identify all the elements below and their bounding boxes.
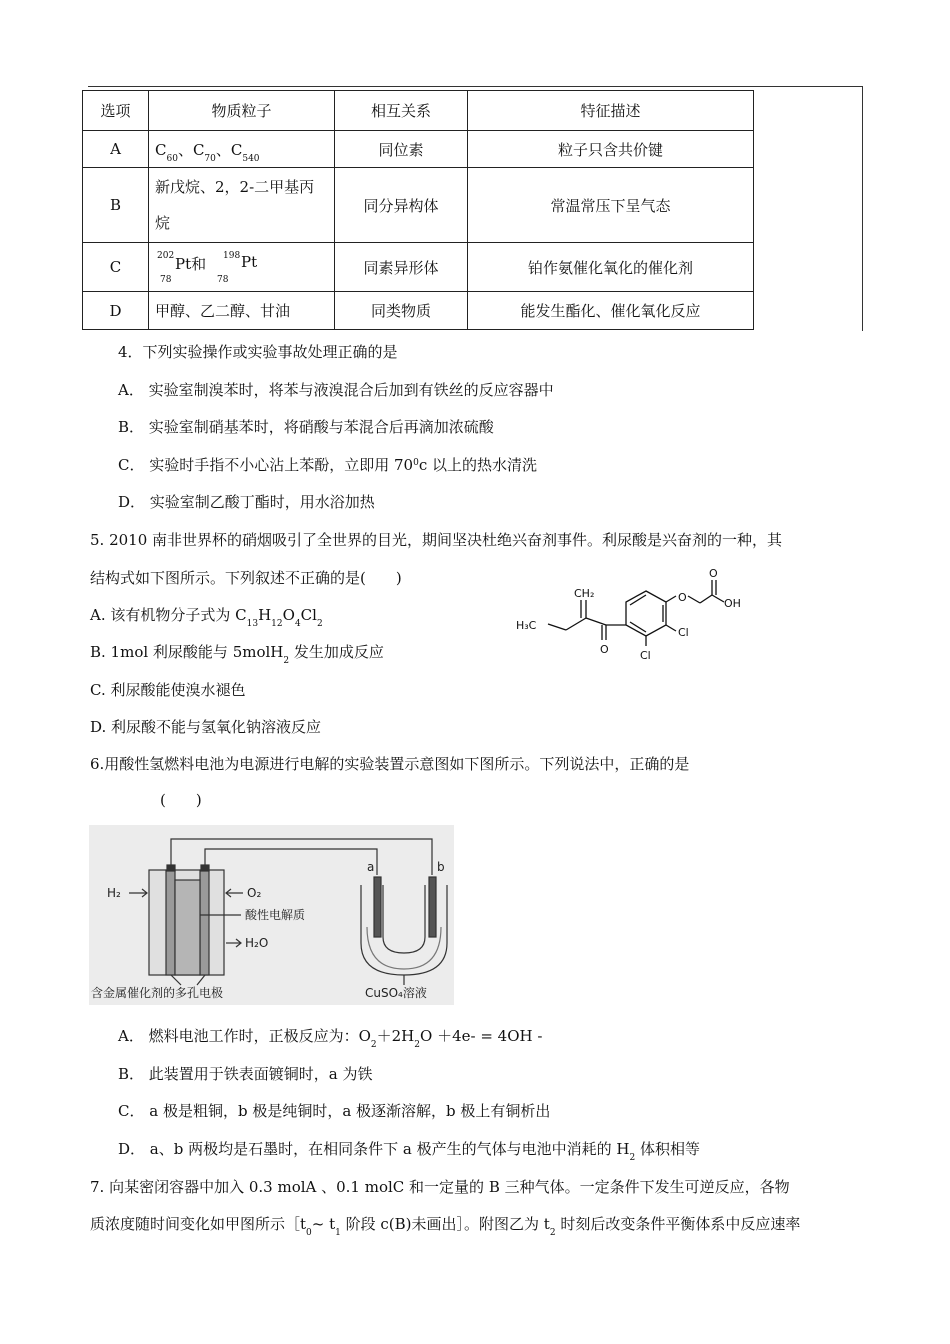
benzene-ring [626, 591, 666, 636]
formula-part: Cl [300, 606, 317, 624]
atomic-number: 78 [160, 275, 172, 285]
cl-label: Cl [640, 649, 651, 662]
porous-electrode [166, 870, 175, 975]
subscript: 2 [549, 1228, 556, 1238]
options-table [82, 90, 754, 330]
row-option: C [83, 243, 149, 292]
row-particles: 甲醇、乙二醇、甘油 [149, 292, 335, 330]
q4-option-c [118, 454, 537, 475]
subscript: 2 [629, 1153, 636, 1163]
row-particles [149, 168, 335, 243]
a-label: a [367, 860, 375, 874]
q6-d-text: 体积相等 [635, 1140, 700, 1158]
h2-label: H₂ [107, 886, 121, 900]
q4-option-a: A． 实验室制溴苯时，将苯与液溴混合后加到有铁丝的反应容器中 [118, 381, 554, 399]
row-relation: 同分异构体 [335, 168, 468, 243]
porous-electrode [200, 870, 209, 975]
table-row [83, 292, 754, 330]
row-particles [149, 243, 335, 292]
subscript: 60 [166, 153, 178, 164]
q4-option-d: D． 实验室制乙酸丁酯时，用水浴加热 [118, 493, 375, 511]
particle-line: 烷 [155, 214, 171, 232]
q7-text: ~ t [311, 1215, 336, 1233]
ether-o-label: O [678, 591, 687, 604]
q5-option-a [90, 604, 323, 629]
table-header-row [83, 91, 754, 131]
particle-text: C [155, 140, 167, 159]
superscript: 0 [413, 458, 419, 468]
mass-number: 198 [223, 251, 241, 261]
subscript: 13 [246, 619, 259, 629]
row-option: B [83, 168, 149, 243]
row-option: D [83, 292, 149, 330]
subscript: 4 [294, 619, 301, 629]
mass-number: 202 [157, 251, 175, 261]
header-relation: 相互关系 [335, 91, 468, 131]
q6-a-text: ＋2H [376, 1027, 415, 1045]
electrolyte-label: 酸性电解质 [245, 908, 306, 922]
q6-stem: 6.用酸性氢燃料电池为电源进行电解的实验装置示意图如下图所示。下列说法中，正确的是 [90, 755, 690, 773]
subscript: 2 [370, 1040, 377, 1050]
q6-option-b: B． 此装置用于铁表面镀铜时，a 为铁 [118, 1065, 373, 1083]
subscript: 70 [204, 153, 216, 164]
row-feature: 常温常压下呈气态 [468, 168, 754, 243]
h3c-label: H₃C [516, 619, 537, 632]
oh-label: OH [724, 597, 741, 610]
particle-text: 、C [215, 140, 243, 159]
cl-label: Cl [678, 626, 689, 639]
q5-a-text: A. 该有机物分子式为 C [90, 606, 247, 624]
subscript: 540 [242, 153, 260, 164]
q6-option-d [118, 1138, 700, 1163]
margin-rule [862, 86, 863, 331]
q5-option-d: D. 利尿酸不能与氢氧化钠溶液反应 [90, 718, 322, 736]
q6-option-c: C． a 极是粗铜，b 极是纯铜时，a 极逐渐溶解，b 极上有铜析出 [118, 1102, 551, 1120]
subscript: 12 [271, 619, 283, 629]
header-feature: 特征描述 [468, 91, 754, 131]
row-feature: 铂作氨催化氧化的催化剂 [468, 243, 754, 292]
q7-line2 [90, 1213, 801, 1238]
cuso4-label: CuSO₄溶液 [365, 986, 427, 1000]
q6-paren: ( ) [160, 791, 202, 809]
formula-part: H [258, 606, 272, 624]
row-feature: 能发生酯化、催化氧化反应 [468, 292, 754, 330]
element-symbol: Pt和 [175, 255, 207, 273]
header-option: 选项 [83, 91, 149, 131]
formula-part: O [282, 606, 295, 624]
q5-option-c: C. 利尿酸能使溴水褪色 [90, 681, 246, 699]
q6-option-a [118, 1025, 543, 1050]
header-rule [88, 86, 863, 87]
q4-c-text: c 以上的热水清洗 [418, 456, 538, 474]
q7-text: 质浓度随时间变化如甲图所示［t [90, 1215, 307, 1233]
table-row [83, 243, 754, 292]
table-row [83, 168, 754, 243]
row-relation: 同位素 [335, 131, 468, 168]
q6-a-text: A． 燃料电池工作时，正极反应为：O [118, 1027, 371, 1045]
ch2-label: CH₂ [574, 587, 595, 600]
particle-line: 新戊烷、2，2-二甲基丙 [155, 178, 315, 196]
q5-stem-line1: 5. 2010 南非世界杯的硝烟吸引了全世界的目光，期间坚决杜绝兴奋剂事件。利尿酸是兴奋剂的一种，其 [90, 531, 783, 549]
row-option: A [83, 131, 149, 168]
q6-a-text: O ＋4e- = 4OH - [420, 1027, 543, 1045]
element-symbol: Pt [241, 253, 258, 271]
subscript: 2 [414, 1040, 420, 1050]
atomic-number: 78 [217, 275, 229, 285]
h2o-label: H₂O [245, 936, 269, 950]
q5-b-text: B. 1mol 利尿酸能与 5molH [90, 643, 284, 661]
header-particles: 物质粒子 [149, 91, 335, 131]
q7-text: 阶段 c(B)未画出］。附图乙为 t [340, 1215, 550, 1233]
q4-option-b: B． 实验室制硝基苯时，将硝酸与苯混合后再滴加浓硫酸 [118, 418, 494, 436]
q5-b-text: 发生加成反应 [289, 643, 384, 661]
subscript: 2 [283, 656, 290, 666]
b-label: b [437, 860, 445, 874]
q4-c-text: C． 实验时手指不小心沾上苯酚，立即用 70 [118, 456, 414, 474]
table-row [83, 131, 754, 168]
row-relation: 同类物质 [335, 292, 468, 330]
q4-stem: 4．下列实验操作或实验事故处理正确的是 [118, 343, 398, 361]
isotope-notation [155, 247, 328, 287]
row-particles [149, 131, 335, 168]
electrode-b [429, 877, 436, 937]
subscript: 0 [306, 1228, 312, 1238]
carbonyl-o-label: O [709, 567, 718, 580]
q5-stem-line2: 结构式如下图所示。下列叙述不正确的是( ) [90, 569, 402, 587]
structure-diagram [500, 562, 760, 677]
q6-d-text: D． a、b 两极均是石墨时，在相同条件下 a 极产生的气体与电池中消耗的 H [118, 1140, 630, 1158]
electrode-a [374, 877, 381, 937]
ketone-o-label: O [600, 643, 609, 656]
q7-text: 时刻后改变条件平衡体系中反应速率 [555, 1215, 801, 1233]
row-relation: 同素异形体 [335, 243, 468, 292]
acid-electrolyte [175, 880, 200, 975]
q5-option-b [90, 641, 384, 666]
electrolysis-apparatus [89, 825, 454, 1005]
q7-line1: 7. 向某密闭容器中加入 0.3 molA 、0.1 molC 和一定量的 B 三种气体。一定条件下发生可逆反应，各物 [90, 1178, 790, 1196]
o2-label: O₂ [247, 886, 262, 900]
subscript: 2 [316, 619, 323, 629]
subscript: 1 [335, 1228, 341, 1238]
electrode-label: 含金属催化剂的多孔电极 [91, 986, 224, 1000]
row-feature: 粒子只含共价键 [468, 131, 754, 168]
particle-text: 、C [177, 140, 205, 159]
